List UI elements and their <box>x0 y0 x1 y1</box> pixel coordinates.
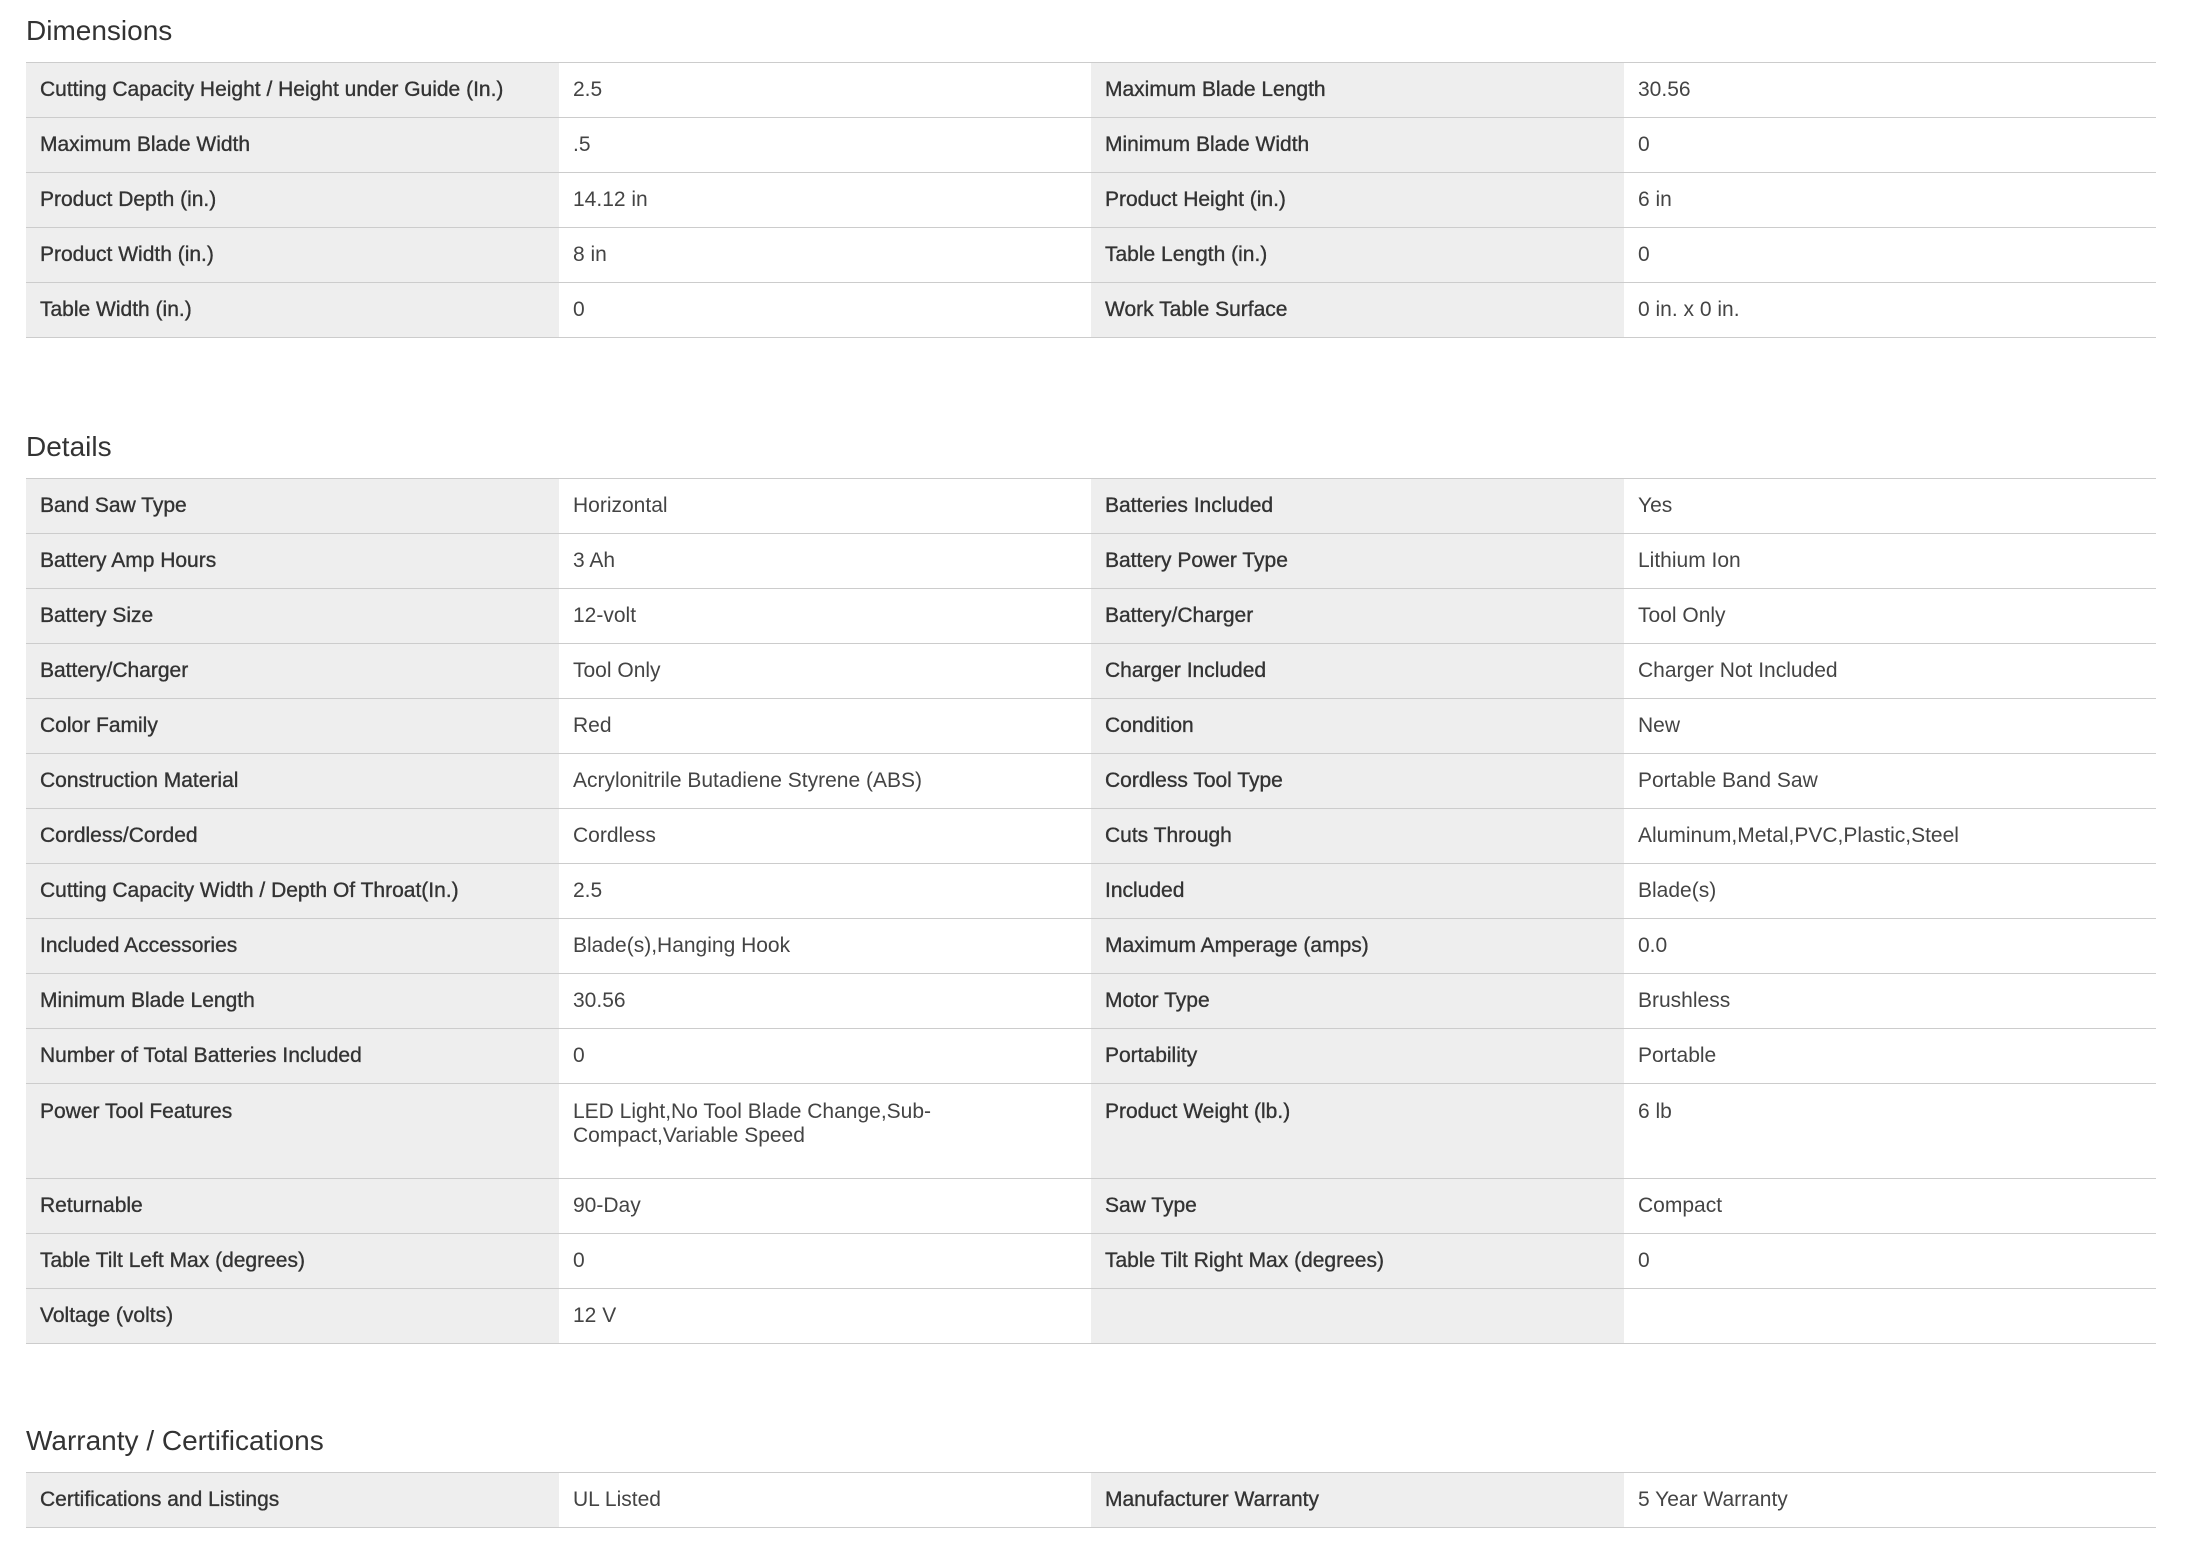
spec-value: 0 <box>1624 1234 2156 1289</box>
table-row <box>26 644 2156 699</box>
table-row <box>26 479 2156 534</box>
spec-label: Construction Material <box>26 754 559 809</box>
spec-label: Cutting Capacity Height / Height under Guide (In.) <box>26 63 559 118</box>
spec-value: Portable Band Saw <box>1624 754 2156 809</box>
spec-label: Batteries Included <box>1091 479 1624 534</box>
spec-value: 90-Day <box>559 1179 1091 1234</box>
table-row <box>26 173 2156 228</box>
spec-label: Product Height (in.) <box>1091 173 1624 228</box>
spec-label: Table Tilt Left Max (degrees) <box>26 1234 559 1289</box>
table-row <box>26 1084 2156 1179</box>
table-row <box>26 864 2156 919</box>
spec-value: Compact <box>1624 1179 2156 1234</box>
spec-label: Battery Amp Hours <box>26 534 559 589</box>
spec-value: LED Light,No Tool Blade Change,Sub-Compact,Variable Speed <box>559 1084 1091 1179</box>
spec-label: Included Accessories <box>26 919 559 974</box>
spec-label: Battery/Charger <box>26 644 559 699</box>
dimensions-section <box>26 0 2156 338</box>
spec-label: Included <box>1091 864 1624 919</box>
spec-label: Work Table Surface <box>1091 283 1624 338</box>
spec-label: Color Family <box>26 699 559 754</box>
spec-label: Voltage (volts) <box>26 1289 559 1344</box>
section-title-details: Details <box>26 416 2156 479</box>
spec-value: Tool Only <box>1624 589 2156 644</box>
table-row <box>26 754 2156 809</box>
spec-value: 5 Year Warranty <box>1624 1473 2156 1528</box>
table-row <box>26 1234 2156 1289</box>
spec-value: 0.0 <box>1624 919 2156 974</box>
spec-value: Yes <box>1624 479 2156 534</box>
spec-value: Acrylonitrile Butadiene Styrene (ABS) <box>559 754 1091 809</box>
spec-label: Condition <box>1091 699 1624 754</box>
spec-value: Tool Only <box>559 644 1091 699</box>
spec-value: Cordless <box>559 809 1091 864</box>
spec-label: Product Depth (in.) <box>26 173 559 228</box>
section-title-warranty: Warranty / Certifications <box>26 1410 2156 1473</box>
spec-value: 6 lb <box>1624 1084 2156 1179</box>
spec-label: Minimum Blade Length <box>26 974 559 1029</box>
spec-label: Number of Total Batteries Included <box>26 1029 559 1084</box>
warranty-section <box>26 1410 2156 1528</box>
spec-label: Cordless/Corded <box>26 809 559 864</box>
spec-value: 8 in <box>559 228 1091 283</box>
spec-value: 30.56 <box>1624 63 2156 118</box>
spec-label: Power Tool Features <box>26 1084 559 1179</box>
table-row <box>26 534 2156 589</box>
spec-label: Certifications and Listings <box>26 1473 559 1528</box>
spec-label: Cutting Capacity Width / Depth Of Throat(In.) <box>26 864 559 919</box>
spec-label: Table Width (in.) <box>26 283 559 338</box>
spec-value: 6 in <box>1624 173 2156 228</box>
details-section <box>26 416 2156 1344</box>
spec-label: Charger Included <box>1091 644 1624 699</box>
spec-label: Maximum Amperage (amps) <box>1091 919 1624 974</box>
spec-value: 0 <box>1624 118 2156 173</box>
spec-value: 12 V <box>559 1289 1091 1344</box>
details-table <box>26 479 2156 1344</box>
spec-label: Band Saw Type <box>26 479 559 534</box>
spec-label: Returnable <box>26 1179 559 1234</box>
spec-value: 30.56 <box>559 974 1091 1029</box>
spec-value-empty <box>1624 1289 2156 1344</box>
spec-label: Maximum Blade Width <box>26 118 559 173</box>
spec-value: 14.12 in <box>559 173 1091 228</box>
spec-label: Motor Type <box>1091 974 1624 1029</box>
spec-value: UL Listed <box>559 1473 1091 1528</box>
table-row <box>26 974 2156 1029</box>
spec-label: Battery/Charger <box>1091 589 1624 644</box>
spec-value: 0 <box>559 283 1091 338</box>
table-row <box>26 63 2156 118</box>
spec-label-empty <box>1091 1289 1624 1344</box>
spec-value: Brushless <box>1624 974 2156 1029</box>
table-row <box>26 1473 2156 1528</box>
spec-value: .5 <box>559 118 1091 173</box>
spec-value: Lithium Ion <box>1624 534 2156 589</box>
table-row <box>26 283 2156 338</box>
spec-label: Cordless Tool Type <box>1091 754 1624 809</box>
spec-value: 2.5 <box>559 864 1091 919</box>
spec-value: Blade(s),Hanging Hook <box>559 919 1091 974</box>
spec-label: Manufacturer Warranty <box>1091 1473 1624 1528</box>
section-title-dimensions: Dimensions <box>26 0 2156 63</box>
table-row <box>26 809 2156 864</box>
spec-value: 0 <box>1624 228 2156 283</box>
spec-value: 0 <box>559 1029 1091 1084</box>
spec-label: Portability <box>1091 1029 1624 1084</box>
spec-label: Saw Type <box>1091 1179 1624 1234</box>
spec-value: Charger Not Included <box>1624 644 2156 699</box>
spec-label: Table Length (in.) <box>1091 228 1624 283</box>
spec-label: Product Width (in.) <box>26 228 559 283</box>
spec-value: New <box>1624 699 2156 754</box>
spec-label: Maximum Blade Length <box>1091 63 1624 118</box>
table-row <box>26 1179 2156 1234</box>
table-row <box>26 699 2156 754</box>
spec-label: Product Weight (lb.) <box>1091 1084 1624 1179</box>
spec-value: Portable <box>1624 1029 2156 1084</box>
spec-label: Battery Size <box>26 589 559 644</box>
spec-value: Red <box>559 699 1091 754</box>
warranty-table <box>26 1473 2156 1528</box>
table-row <box>26 589 2156 644</box>
table-row <box>26 1029 2156 1084</box>
spec-label: Minimum Blade Width <box>1091 118 1624 173</box>
dimensions-table <box>26 63 2156 338</box>
spec-value: Aluminum,Metal,PVC,Plastic,Steel <box>1624 809 2156 864</box>
spec-value: 0 in. x 0 in. <box>1624 283 2156 338</box>
table-row <box>26 919 2156 974</box>
spec-label: Table Tilt Right Max (degrees) <box>1091 1234 1624 1289</box>
spec-label: Cuts Through <box>1091 809 1624 864</box>
spec-value: Blade(s) <box>1624 864 2156 919</box>
spec-value: 12-volt <box>559 589 1091 644</box>
spec-value: 0 <box>559 1234 1091 1289</box>
table-row <box>26 1289 2156 1344</box>
spec-value: Horizontal <box>559 479 1091 534</box>
table-row <box>26 118 2156 173</box>
spec-value: 3 Ah <box>559 534 1091 589</box>
table-row <box>26 228 2156 283</box>
spec-label: Battery Power Type <box>1091 534 1624 589</box>
spec-value: 2.5 <box>559 63 1091 118</box>
